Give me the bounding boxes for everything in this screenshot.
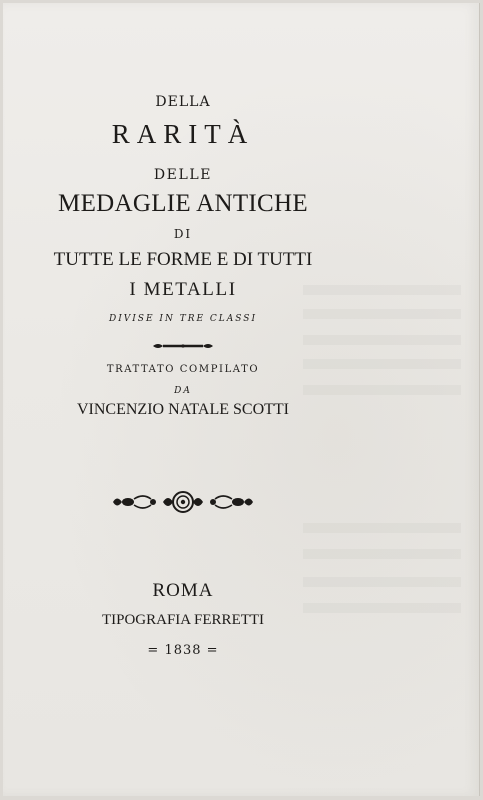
imprint-city: ROMA [152,580,214,601]
author-name: VINCENZIO NATALE SCOTTI [76,401,290,418]
subtitle-trattato: TRATTATO COMPILATO [106,364,260,375]
title-di: DI [173,227,193,241]
imprint-year: = 1838 = [147,643,219,658]
title-medaglie-antiche: MEDAGLIE ANTICHE [58,190,308,217]
floral-vignette-ornament [3,489,363,515]
dash-rule-ornament [3,340,363,352]
title-rarita: RARITÀ [111,119,255,149]
subtitle-divise: DIVISE IN TRE CLASSI [108,314,257,324]
show-through-text [303,523,461,533]
title-delle: DELLE [153,167,213,183]
title-page [3,3,480,796]
title-i-metalli: I METALLI [129,279,237,300]
subtitle-da: DA [174,386,192,396]
title-tutte-le-forme: TUTTE LE FORME E DI TUTTI [53,249,313,270]
title-della: DELLA [155,94,211,110]
show-through-text [303,549,461,559]
imprint-printer: TIPOGRAFIA FERRETTI [101,612,265,628]
